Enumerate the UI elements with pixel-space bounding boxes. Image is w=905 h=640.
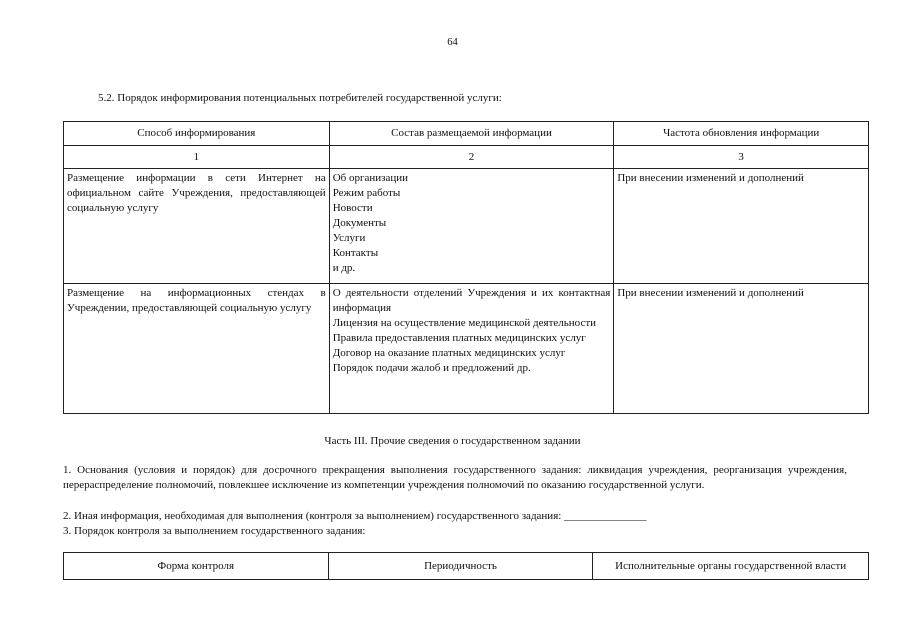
content-line: Услуги [332,232,366,244]
column-number: 1 [64,146,330,169]
table-header-row [64,122,869,146]
part-title: Часть III. Прочие сведения о государственном задании [324,435,581,447]
header-frequency: Частота обновления информации [614,122,869,146]
content-line: Новости [332,202,373,214]
page-number: 64 [447,37,458,48]
content-cell [329,284,614,414]
content-line: Договор на оказание платных медицинских услуг [332,347,566,359]
header-method: Способ информирования [64,122,330,146]
content-line: Об организации [332,172,409,184]
frequency-cell: При внесении изменений и дополнений [614,169,869,284]
informing-table [63,121,869,414]
method-cell: Размещение информации в сети Интернет на официальном сайте Учреждения, предоставляющей социальную услугу [64,169,330,284]
content-line: Режим работы [332,187,401,199]
content-line: О деятельности отделений Учреждения и их контактная информация [332,287,611,314]
header-content: Состав размещаемой информации [329,122,614,146]
header-authorities: Исполнительные органы государственной власти [593,553,869,580]
control-table [63,552,869,580]
content-line: и др. [332,262,356,274]
content-cell [329,169,614,284]
header-control-form: Форма контроля [64,553,329,580]
content-line: Порядок подачи жалоб и предложений др. [332,362,531,374]
paragraph-control-procedure: 3. Порядок контроля за выполнением государственного задания: [63,525,366,537]
column-number: 3 [614,146,869,169]
paragraph-other-info: 2. Иная информация, необходимая для выполнения (контроля за выполнением) государственного задания: _______________ [63,510,647,522]
column-number: 2 [329,146,614,169]
column-number-row [64,146,869,169]
method-cell: Размещение на информационных стендах в Учреждении, предоставляющей социальную услугу [64,284,330,414]
frequency-cell: При внесении изменений и дополнений [614,284,869,414]
table-header-row [64,553,869,580]
content-line: Контакты [332,247,379,259]
content-line: Лицензия на осуществление медицинской деятельности [332,317,597,329]
table-row [64,284,869,414]
content-line: Правила предоставления платных медицинских услуг [332,332,586,344]
paragraph-termination-grounds: 1. Основания (условия и порядок) для досрочного прекращения выполнения государственного задания: ликвидация учреждения, реорганизация учреждения, перераспределение полномочий, повлекшее исключение из компетенции учреждения полномочий по оказанию государственной услуги. [63,464,847,491]
header-periodicity: Периодичность [328,553,593,580]
section-title: 5.2. Порядок информирования потенциальных потребителей государственной услуги: [98,92,502,104]
content-line: Документы [332,217,387,229]
table-row [64,169,869,284]
